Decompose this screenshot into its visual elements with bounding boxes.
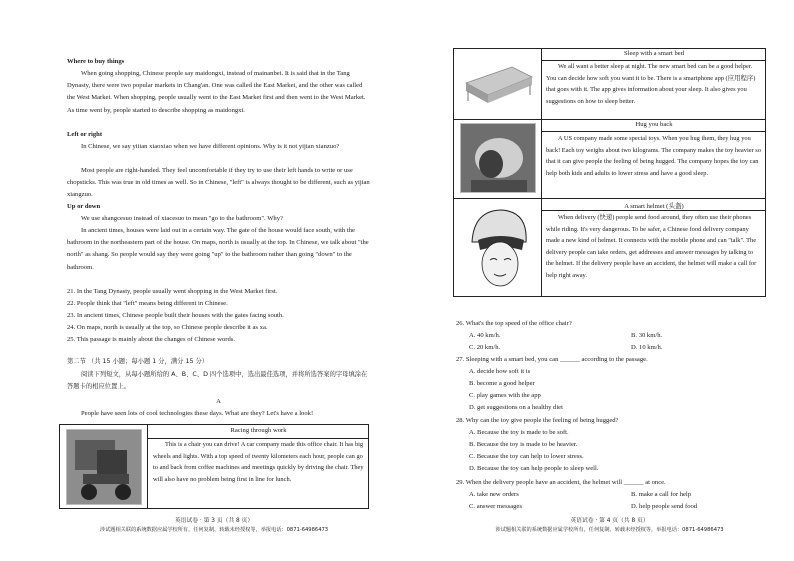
statement-23: 23. In ancient times, Chinese people built their houses with the gates facing south. xyxy=(67,312,284,319)
table-divider xyxy=(454,198,765,199)
paragraph-left-2: Most people are right-handed. They feel uncomfortable if they try to use their left hands to write or use chopsticks. This was true in old times as well. So in Chinese, "left" is always thought to be different, such as yijian xiangzuo. xyxy=(67,167,370,199)
statement-25: 25. This passage is mainly about the changes of Chinese words. xyxy=(67,336,235,343)
hug-title: Hug you back xyxy=(635,121,673,128)
statement-22: 22. People think that "left" means being different in Chinese. xyxy=(67,300,228,307)
office-chair-image xyxy=(66,429,142,505)
option-26-d: D. 10 km/h. xyxy=(631,343,663,351)
question-29: 29. When the delivery people have an accident, the helmet will ______ at once. xyxy=(456,478,666,486)
option-27-a: A. decide how soft it is xyxy=(469,367,531,375)
footer-note: 涉试题相关联的系统数据应属学校所有，任何复制、转载未经授权等，举报电话：0871-64986473 xyxy=(495,527,724,533)
option-29-d: D. help people send food xyxy=(631,502,698,510)
heading-where-to-buy: Where to buy things xyxy=(67,58,125,65)
paragraph-up-2: In ancient times, houses were laid out in a certain way. The gate of the house would face south, with the bathroom in the northeastern part of the house. On maps, north is usually at the top. In Chinese, we talk about "the north" as shang. So people would say they were going "up" to the bathroom rather than going "down" to the bathroom. xyxy=(67,227,369,271)
option-28-a: A. Because the toy is made to be soft. xyxy=(469,428,569,436)
section-2-heading: 第二节 （共 15 小题；每小题 1 分，满分 15 分） xyxy=(67,358,209,365)
racing-text: This is a chair you can drive! A car company made this office chair. It has big wheels and lights. With a top speed of twenty kilometers each hour, people can go to and back from coffee machines and meetings quickly by driving the chair. They will also have no problem being first in line for lunch. xyxy=(153,441,364,483)
option-27-d: D. get suggestions on a healthy diet xyxy=(469,403,563,411)
footer-page-number: 英语试卷 · 第 4 页（共 8 页） xyxy=(570,518,649,524)
helmet-text: When delivery (快递) people send food around, they often use their phones while riding. It's very dangerous. To be safer, a Chinese food delivery company made a new kind of helmet. It connects with the mobile phone and can "talk". The delivery people can take orders, get addresses and answer messages by talking to the helmet. If the delivery people have an accident, the helmet will make a call for help right away. xyxy=(546,214,757,279)
option-26-a: A. 40 km/h. xyxy=(469,331,501,339)
helmet-image xyxy=(460,202,536,292)
smart-bed-text: We all want a better sleep at night. The new smart bed can be a good helper. You can decide how soft you want it to be. There is a smartphone app (应用程序) that goes with it. The app gives information about your sleep. It also gives you suggestions on how to sleep better. xyxy=(546,63,756,105)
racing-title: Racing through work xyxy=(230,427,287,434)
statement-21: 21. In the Tang Dynasty, people usually went shopping in the West Market first. xyxy=(67,288,278,295)
table-divider xyxy=(454,119,765,120)
table-divider xyxy=(541,49,542,296)
paragraph-where-to-buy: When going shopping, Chinese people say maidongxi, instead of mainanbei. It is said that in the Tang Dynasty, there were two popular markets in Chang'an. One was called the East Market, and the other was called the West Market. When shopping, people usually went to the East Market first and then went to the West Market. As time went by, people started to describe shopping as maidongxi. xyxy=(67,70,366,114)
passage-letter: A xyxy=(216,398,221,405)
option-27-c: C. play games with the app xyxy=(469,391,541,399)
option-27-b: B. become a good helper xyxy=(469,379,535,387)
table-divider xyxy=(541,131,765,132)
table-divider xyxy=(541,210,765,211)
option-26-c: C. 20 km/h. xyxy=(469,343,501,351)
question-28: 28. Why can the toy give people the feeling of being hugged? xyxy=(456,416,619,424)
right-page xyxy=(397,0,794,561)
option-28-c: C. Because the toy can help to lower stress. xyxy=(469,452,584,460)
question-26: 26. What's the top speed of the office chair? xyxy=(456,319,572,327)
smart-bed-title: Sleep with a smart bed xyxy=(623,50,685,57)
heading-up-or-down: Up or down xyxy=(67,203,101,210)
option-29-c: C. answer messages xyxy=(469,502,522,510)
paragraph-up-1: We use shangcesuo instead of xiacesuo to mean "go to the bathroom". Why? xyxy=(81,215,283,222)
racing-table xyxy=(59,424,369,509)
option-29-a: A. take new orders xyxy=(469,490,519,498)
option-26-b: B. 30 km/h. xyxy=(631,331,663,339)
footer-note: 涉试题相关联的系统数据应属学校所有，任何复制、转载未经授权等，举报电话：0871-64986473 xyxy=(99,527,329,533)
statement-24: 24. On maps, north is usually at the top, so Chinese people describe it as xa. xyxy=(67,324,268,331)
section-2-instruction: 阅读下列短文，从每小题所给的 A、B、C、D 四个选项中，选出最佳选项，并将所选答案的字母填涂在答题卡的相应位置上。 xyxy=(67,371,368,391)
option-28-d: D. Because the toy can help people to sleep well. xyxy=(469,464,599,472)
helmet-title: A smart helmet (头盔) xyxy=(624,203,684,210)
hug-toy-image xyxy=(460,123,536,193)
question-27: 27. Sleeping with a smart bed, you can ______ according to the passage. xyxy=(456,355,648,363)
footer-page-number: 英语试卷 · 第 3 页（共 8 页） xyxy=(174,518,254,524)
paragraph-left-1: In Chinese, we say yiiian xiaoxiao when we have different opinions. Why is it not yijian xianzuo? xyxy=(81,143,340,150)
heading-left-or-right: Left or right xyxy=(67,131,103,138)
option-28-b: B. Because the toy is made to be heavier. xyxy=(469,440,578,448)
tech-table xyxy=(453,48,766,297)
passage-intro: People have seen lots of cool technologies these days. What are they? Let's have a look! xyxy=(81,410,314,417)
option-29-b: B. make a call for help xyxy=(631,490,692,498)
hug-text: A US company made some special toys. When you hug them, they hug you back! Each toy weighs about two kilograms. The company makes the toy heavier so that it can give people the feeling of being hugged. The company hopes the toy can help both kids and adults to lower stress and have a good sleep. xyxy=(546,135,761,177)
smart-bed-image xyxy=(460,55,536,113)
